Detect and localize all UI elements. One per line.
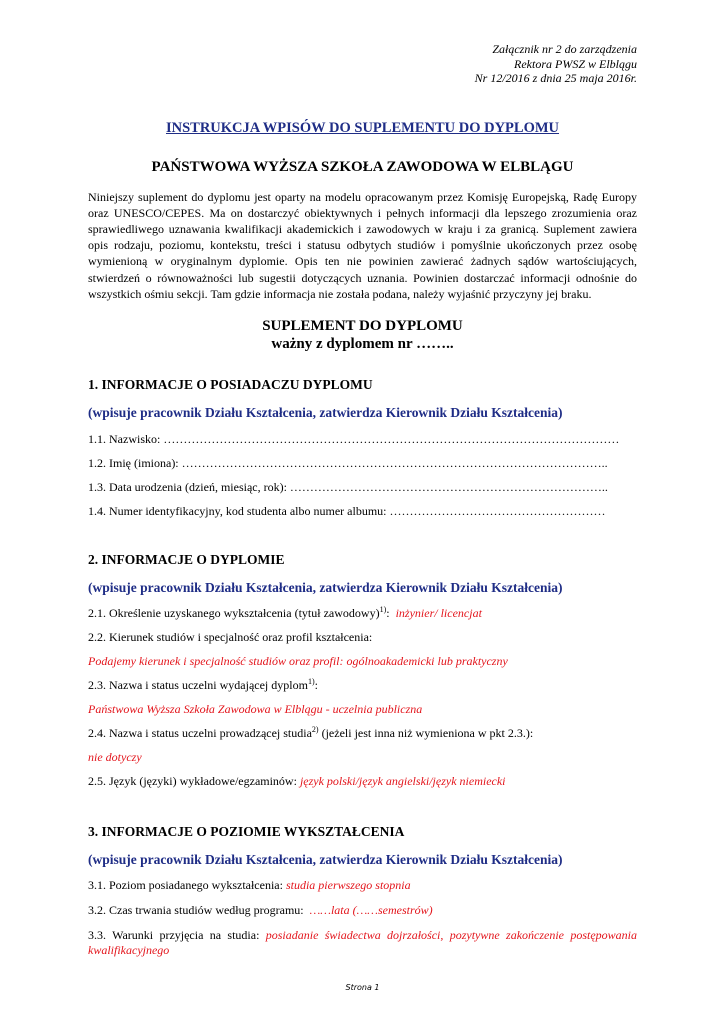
field-degree-title-colon: : xyxy=(386,605,390,620)
section-3-who-fills: (wpisuje pracownik Działu Kształcenia, zatwierdza Kierownik Działu Kształcenia) xyxy=(88,851,563,867)
field-admission-conditions-value: posiadanie świadectwa dojrzałości, pozytywne zakończenie postępowania kwalifikacyjnego xyxy=(88,927,637,957)
field-first-names: 1.2. Imię (imiona): …………………………………………………………………………………………….. xyxy=(88,455,608,470)
field-issuing-university xyxy=(88,678,637,693)
page-number: Strona 1 xyxy=(345,983,380,992)
attachment-note xyxy=(88,42,637,86)
school-name: PAŃSTWOWA WYŻSZA SZKOŁA ZAWODOWA W ELBLĄGU xyxy=(151,158,574,175)
field-surname: 1.1. Nazwisko: …………………………………………………………………………………………………… xyxy=(88,431,620,446)
field-issuing-university-value: Państwowa Wyższa Szkoła Zawodowa w Elblągu - uczelnia publiczna xyxy=(88,701,423,716)
field-education-level-label: 3.1. Poziom posiadanego wykształcenia: xyxy=(88,877,283,892)
field-degree-title-label: 2.1. Określenie uzyskanego wykształcenia (tytuł zawodowy) xyxy=(88,605,380,620)
field-birth-date: 1.3. Data urodzenia (dzień, miesiąc, rok): …………………………………………………………………….. xyxy=(88,479,608,494)
field-study-duration-label: 3.2. Czas trwania studiów według programu: xyxy=(88,902,304,917)
section-2-who-fills: (wpisuje pracownik Działu Kształcenia, zatwierdza Kierownik Działu Kształcenia) xyxy=(88,579,563,595)
field-language-value: język polski/język angielski/język niemiecki xyxy=(299,773,506,788)
field-issuing-university-label: 2.3. Nazwa i status uczelni wydającej dyplom xyxy=(88,677,308,692)
document-title: INSTRUKCJA WPISÓW DO SUPLEMENTU DO DYPLOMU xyxy=(165,119,560,136)
field-language-label: 2.5. Język (języki) wykładowe/egzaminów: xyxy=(88,773,297,788)
attachment-line-3: Nr 12/2016 z dnia 25 maja 2016r. xyxy=(474,71,637,85)
field-student-id: 1.4. Numer identyfikacyjny, kod studenta albo numer albumu: ……………………………………………… xyxy=(88,503,606,518)
field-education-level-value: studia pierwszego stopnia xyxy=(285,877,411,892)
field-issuing-university-colon: : xyxy=(314,677,318,692)
footnote-ref-2: 2) xyxy=(311,724,319,734)
attachment-line-1: Załącznik nr 2 do zarządzenia xyxy=(492,42,637,56)
field-degree-title xyxy=(88,606,637,621)
field-admission-conditions-label: 3.3. Warunki przyjęcia na studia: xyxy=(88,927,260,942)
field-teaching-university-note: (jeżeli jest inna niż wymieniona w pkt 2.3.): xyxy=(321,725,534,740)
field-study-field-value: Podajemy kierunek i specjalność studiów oraz profil: ogólnoakademicki lub praktyczny xyxy=(88,653,508,668)
field-teaching-university-value: nie dotyczy xyxy=(88,749,142,764)
section-2-heading: 2. INFORMACJE O DYPLOMIE xyxy=(88,551,285,567)
field-admission-conditions xyxy=(88,928,637,958)
field-teaching-university xyxy=(88,726,637,741)
intro-paragraph: Niniejszy suplement do dyplomu jest oparty na modelu opracowanym przez Komisję Europejską, Radę Europy oraz UNESCO/CEPES. Ma on dostarczyć obiektywnych i pełnych informacji dla lepszego zrozumienia oraz sprawiedliwego uznawania kwalifikacji akademickich i zawodowych w kraju i za granicą. Suplement zawiera opis rodzaju, poziomu, kontekstu, treści i statusu odbytych studiów i pomyślnie ukończonych przez osobę wymienioną w oryginalnym dyplomie. Opis ten nie powinien zawierać żadnych sądów wartościujących, stwierdzeń o równoważności lub sugestii dotyczących uznania. Powinien dostarczać informacji odnośnie do wszystkich ośmiu sekcji. Tam gdzie informacja nie została podana, należy wyjaśnić przyczyny jej braku. xyxy=(88,189,637,301)
supplement-title xyxy=(88,317,637,353)
field-education-level xyxy=(88,878,637,893)
field-study-field-label: 2.2. Kierunek studiów i specjalność oraz profil kształcenia: xyxy=(88,629,373,644)
field-teaching-university-label: 2.4. Nazwa i status uczelni prowadzącej studia xyxy=(88,725,312,740)
footnote-ref-1: 1) xyxy=(379,604,387,614)
field-language xyxy=(88,774,637,789)
section-1-heading: 1. INFORMACJE O POSIADACZU DYPLOMU xyxy=(88,376,373,392)
supplement-title-line-2: ważny z dyplomem nr …….. xyxy=(271,335,454,352)
section-1-who-fills: (wpisuje pracownik Działu Kształcenia, zatwierdza Kierownik Działu Kształcenia) xyxy=(88,404,563,420)
attachment-line-2: Rektora PWSZ w Elblągu xyxy=(514,56,637,71)
field-study-duration xyxy=(88,903,637,918)
footnote-ref-1b: 1) xyxy=(307,676,315,686)
supplement-title-line-1: SUPLEMENT DO DYPLOMU xyxy=(262,317,463,334)
field-degree-title-value: inżynier/ licencjat xyxy=(395,605,482,620)
section-3-heading: 3. INFORMACJE O POZIOMIE WYKSZTAŁCENIA xyxy=(88,823,405,839)
field-study-duration-value: ……lata (……semestrów) xyxy=(309,902,433,917)
